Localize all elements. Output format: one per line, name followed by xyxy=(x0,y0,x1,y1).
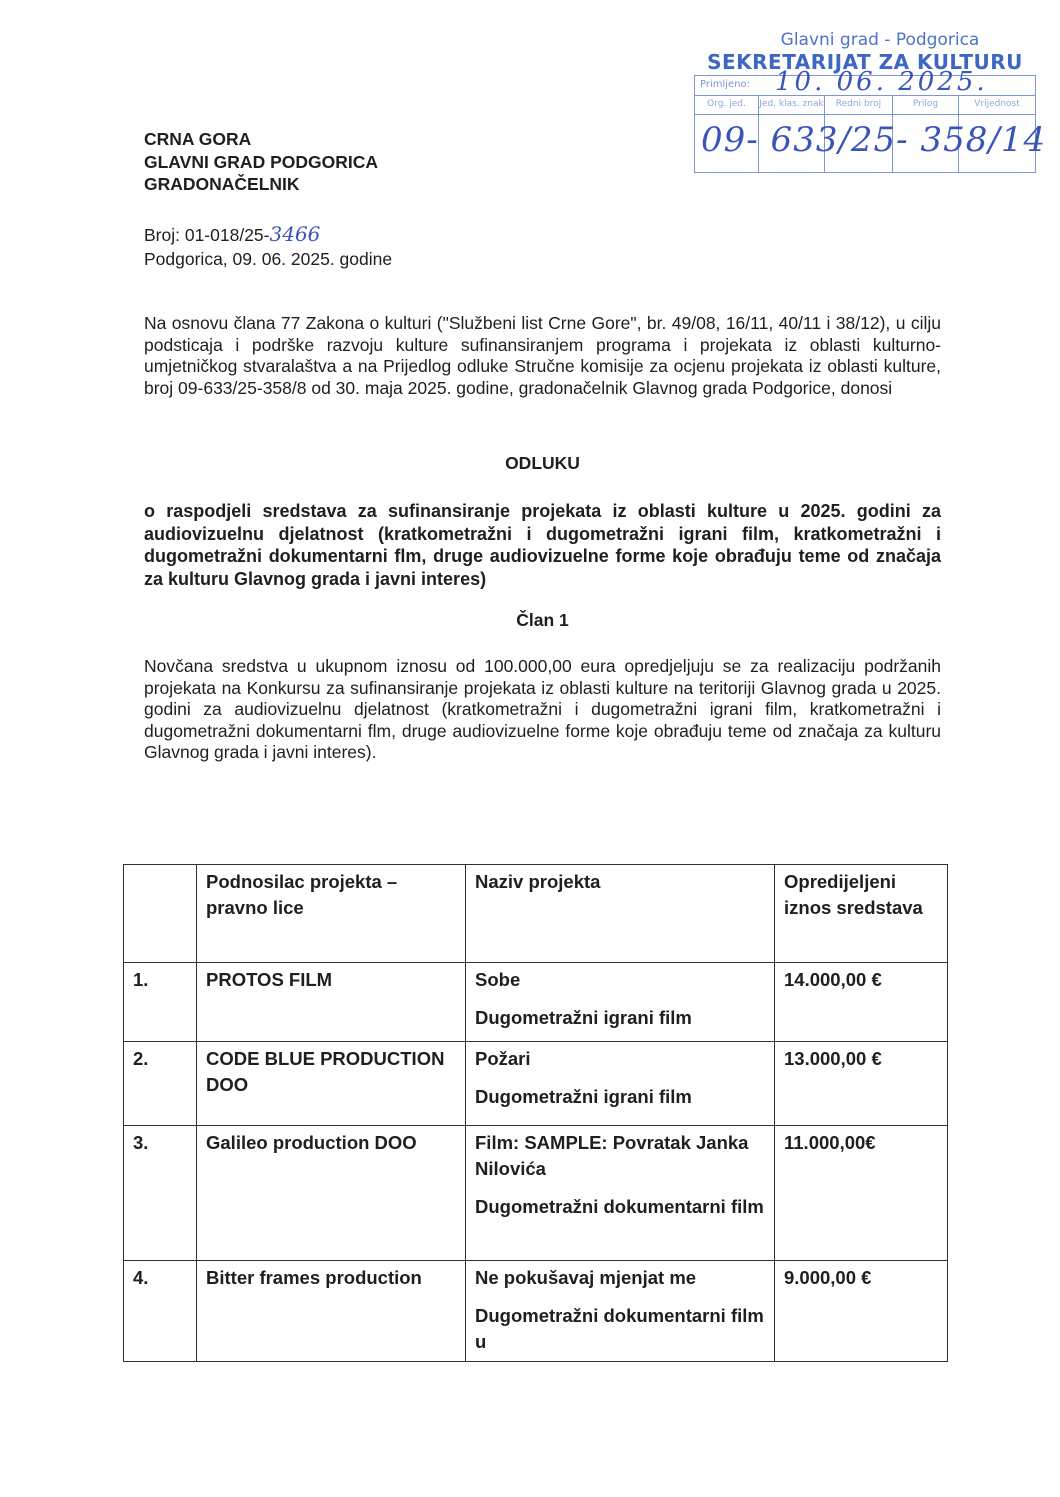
issuer-country: CRNA GORA xyxy=(144,129,252,149)
stamp-department: SEKRETARIJAT ZA KULTURU xyxy=(707,50,1023,74)
stamp-column-headers xyxy=(695,95,1035,115)
project-title: Požari xyxy=(475,1048,531,1069)
row-number: 2. xyxy=(124,1042,197,1126)
row-applicant: Bitter frames production xyxy=(197,1261,466,1362)
row-project xyxy=(466,1261,775,1362)
row-applicant: PROTOS FILM xyxy=(197,963,466,1042)
row-number: 1. xyxy=(124,963,197,1042)
project-title: Sobe xyxy=(475,969,521,990)
project-title: Ne pokušavaj mjenjat me xyxy=(475,1267,697,1288)
table-header-row xyxy=(124,865,948,963)
issuer-city: GLAVNI GRAD PODGORICA xyxy=(144,151,378,172)
reference-handwritten: 3466 xyxy=(269,222,321,246)
stamp-received-row xyxy=(695,67,1035,97)
table-row xyxy=(124,1261,948,1362)
article-title: Član 1 xyxy=(516,610,569,630)
row-amount: 11.000,00€ xyxy=(775,1126,948,1261)
stamp-registry-number: 09- 633/25- 358/14 xyxy=(701,120,1047,160)
row-amount: 13.000,00 € xyxy=(775,1042,948,1126)
issuer-office: GRADONAČELNIK xyxy=(144,174,300,194)
row-number: 3. xyxy=(124,1126,197,1261)
project-type: Dugometražni igrani film xyxy=(475,1086,692,1107)
row-project xyxy=(466,1042,775,1126)
row-project xyxy=(466,963,775,1042)
table-row xyxy=(124,1042,948,1126)
project-type: Dugometražni dokumentarni film xyxy=(475,1196,764,1217)
header-amount: Opredijeljeni iznos sredstava xyxy=(775,865,948,963)
row-amount: 14.000,00 € xyxy=(775,963,948,1042)
stamp-col-value: Vrijednost xyxy=(974,99,1020,109)
stamp-received-label: Primljeno: xyxy=(700,79,751,90)
article-text: Novčana sredstva u ukupnom iznosu od 100.000,00 eura opredjeljuju se za realizaciju podržanih projekata na Konkursu za sufinansiranje projekata iz oblasti kulture na teritoriji Glavnog grada u 2025. godini za audiovizuelnu djelatnost (kratkometražni i dugometražni igrani film, kratkometražni i dugometražni dokumentarni flm, druge audiovizuelne forme koje obrađuju teme od značaja za kulturu Glavnog grada i javni interes). xyxy=(144,656,941,762)
stamp-city: Glavni grad - Podgorica xyxy=(780,30,980,50)
table-row xyxy=(124,1126,948,1261)
row-amount: 9.000,00 € xyxy=(775,1261,948,1362)
stamp-received-date: 10. 06. 2025. xyxy=(775,67,988,97)
stamp-col-number: Redni broj xyxy=(825,95,893,114)
table-row xyxy=(124,963,948,1042)
project-type: Dugometražni igrani film xyxy=(475,1007,692,1028)
row-applicant: CODE BLUE PRODUCTION DOO xyxy=(197,1042,466,1126)
issuer-block xyxy=(144,128,378,196)
header-no xyxy=(124,865,197,963)
reference-block xyxy=(144,222,392,271)
decision-title: ODLUKU xyxy=(505,453,580,473)
row-applicant: Galileo production DOO xyxy=(197,1126,466,1261)
stamp-col-class: Jed. klas. znak xyxy=(759,95,825,114)
project-title: Film: SAMPLE: Povratak Janka Nilovića xyxy=(475,1132,749,1179)
header-project: Naziv projekta xyxy=(466,865,775,963)
registry-stamp xyxy=(694,67,1047,173)
stamp-col-attachment: Prilog xyxy=(893,95,959,114)
allocation-table xyxy=(123,864,948,1362)
row-number: 4. xyxy=(124,1261,197,1362)
decision-subtitle: o raspodjeli sredstava za sufinansiranje projekata iz oblasti kulture u 2025. godini za audiovizuelnu djelatnost (kratkometražni i dugometražni igrani film, kratkometražni i dugometražni dokumentarni flm, druge audiovizuelne forme koje obrađuju teme od značaja za kulturu Glavnog grada i javni interes) xyxy=(144,501,941,589)
project-type: Dugometražni dokumentarni film u xyxy=(475,1305,764,1352)
header-applicant: Podnosilac projekta – pravno lice xyxy=(197,865,466,963)
row-project xyxy=(466,1126,775,1261)
intro-paragraph: Na osnovu člana 77 Zakona o kulturi ("Službeni list Crne Gore", br. 49/08, 16/11, 40/11 i 38/12), u cilju podsticaja i podrške razvoju kulture sufinansiranjem programa i projekata iz oblasti kulturno-umjetničkog stvaralaštva a na Prijedlog odluke Stručne komisije za ocjenu projekata iz oblasti kulture, broj 09-633/25-358/8 od 30. maja 2025. godine, gradonačelnik Glavnog grada Podgorice, donosi xyxy=(144,313,941,398)
stamp-col-org: Org. jed. xyxy=(695,95,759,114)
reference-number: Broj: 01-018/25-3466 xyxy=(144,222,321,246)
place-date: Podgorica, 09. 06. 2025. godine xyxy=(144,249,393,269)
